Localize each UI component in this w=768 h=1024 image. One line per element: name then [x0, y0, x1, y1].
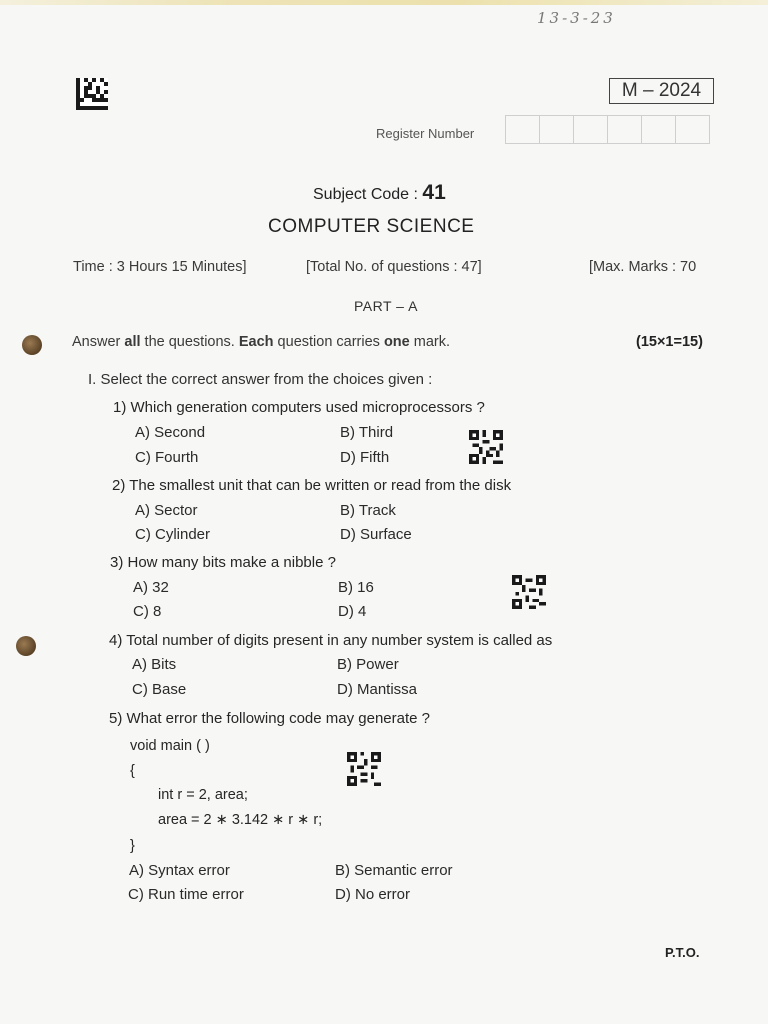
option-b: B) Track — [340, 502, 396, 519]
subject-code-label: Subject Code : — [313, 186, 418, 203]
qr-code-icon — [512, 575, 546, 609]
register-digit-box — [607, 115, 642, 144]
code-line: void main ( ) — [130, 738, 210, 754]
question-text: 3) How many bits make a nibble ? — [110, 554, 336, 571]
paper-top-edge — [0, 0, 768, 5]
option-b: B) 16 — [338, 579, 374, 596]
register-digit-box — [539, 115, 574, 144]
handwritten-date: 13-3-23 — [537, 9, 616, 27]
code-line: { — [130, 763, 135, 779]
option-a: A) Syntax error — [129, 862, 230, 879]
question-text: 4) Total number of digits present in any number system is called as — [109, 632, 553, 649]
register-digit-box — [641, 115, 676, 144]
option-d: D) No error — [335, 886, 411, 903]
option-d: D) Fifth — [340, 449, 390, 466]
register-digit-box — [573, 115, 608, 144]
question-text: 5) What error the following code may generate ? — [109, 710, 430, 727]
option-c: C) Base — [132, 681, 187, 698]
option-c: C) Fourth — [135, 449, 199, 466]
code-line: area = 2 ∗ 3.142 ∗ r ∗ r; — [158, 812, 323, 828]
subject-code-value: 41 — [422, 181, 446, 204]
option-a: A) Bits — [132, 656, 177, 673]
max-marks-info: [Max. Marks : 70 — [589, 259, 697, 275]
code-line: } — [130, 838, 135, 854]
part-title: PART – A — [354, 298, 418, 314]
punch-hole — [22, 335, 42, 355]
punch-hole — [16, 636, 36, 656]
option-b: B) Third — [340, 424, 394, 441]
option-b: B) Power — [337, 656, 399, 673]
section-heading: I. Select the correct answer from the choices given : — [88, 371, 433, 388]
option-a: A) 32 — [133, 579, 169, 596]
option-d: D) Surface — [340, 526, 412, 543]
datamatrix-code-icon — [76, 78, 108, 110]
time-info: Time : 3 Hours 15 Minutes] — [73, 259, 247, 275]
option-c: C) 8 — [133, 603, 162, 620]
total-questions-info: [Total No. of questions : 47] — [306, 259, 482, 275]
option-b: B) Semantic error — [335, 862, 453, 879]
page-turn-note: P.T.O. — [665, 945, 700, 960]
register-number-label: Register Number — [376, 126, 475, 141]
marks-scheme: (15×1=15) — [636, 334, 703, 350]
subject-code-line — [313, 181, 446, 205]
register-number-boxes — [506, 115, 710, 144]
course-title: COMPUTER SCIENCE — [268, 216, 475, 237]
question-text: 2) The smallest unit that can be written or read from the disk — [112, 477, 512, 494]
option-a: A) Second — [135, 424, 206, 441]
exam-code: M – 2024 — [621, 80, 702, 101]
instruction-line: Answer all the questions. Each question carries one mark. — [72, 334, 451, 350]
option-a: A) Sector — [135, 502, 198, 519]
register-digit-box — [505, 115, 540, 144]
option-d: D) Mantissa — [337, 681, 418, 698]
option-d: D) 4 — [338, 603, 367, 620]
exam-code-box — [609, 78, 714, 104]
option-c: C) Cylinder — [135, 526, 211, 543]
qr-code-icon — [347, 752, 381, 786]
option-c: C) Run time error — [128, 886, 244, 903]
question-text: 1) Which generation computers used microprocessors ? — [113, 399, 485, 416]
code-line: int r = 2, area; — [158, 787, 248, 803]
register-digit-box — [675, 115, 710, 144]
qr-code-icon — [469, 430, 503, 464]
